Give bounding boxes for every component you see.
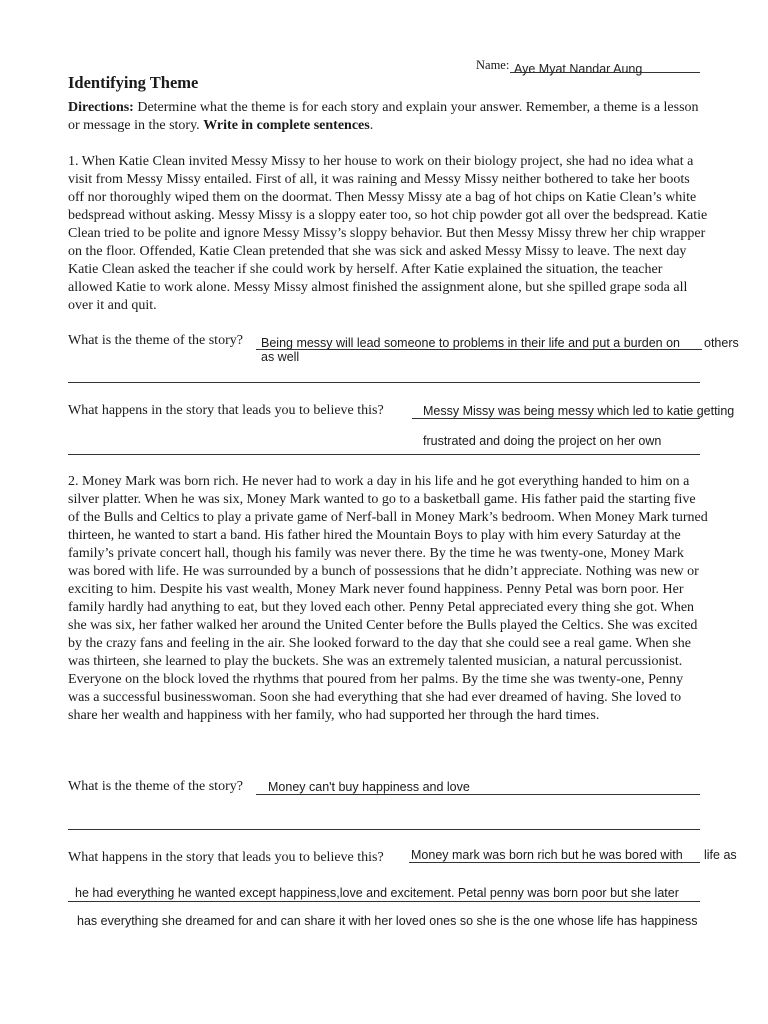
name-underline	[510, 72, 700, 73]
story-2-evidence-answer-line-3: has everything she dreamed for and can share it with her loved ones so she is the one whose life has happiness	[77, 914, 698, 928]
directions-label: Directions:	[68, 100, 134, 115]
story-1-evidence-answer-rule-2	[68, 454, 700, 455]
story-1-evidence-answer-line-1: Messy Missy was being messy which led to katie getting	[423, 404, 735, 418]
story-2-evidence-answer-rule-1	[409, 862, 700, 863]
name-value: Aye Myat Nandar Aung	[514, 62, 643, 76]
story-1-theme-answer-line-1: Being messy will lead someone to problems in their life and put a burden on	[261, 336, 680, 350]
story-1-theme-answer-tail: others	[704, 336, 739, 350]
story-2-theme-answer-rule-2	[68, 829, 700, 830]
story-2-evidence-answer-tail: life as	[704, 848, 737, 862]
story-1-evidence-answer-rule-1	[412, 418, 700, 419]
story-1-evidence-question: What happens in the story that leads you to believe this?	[68, 403, 384, 418]
directions-text: Determine what the theme is for each story and explain your answer. Remember, a theme is a lesson or message in the story.	[68, 100, 699, 133]
story-2-text: 2. Money Mark was born rich. He never had to work a day in his life and he got everything handed to him on a silver platter. When he was six, Money Mark wanted to go to a basketball game. His father paid the starting five of the Bulls and Celtics to play a private game of Nerf-ball in Money Mark’s bedroom. When Money Mark turned thirteen, he wanted to start a band. His father hired the Mountain Boys to play with him every Saturday at the family’s private concert hall, though his family was never there. By the time he was twenty-one, Money Mark was bored with life. He was surrounded by a bunch of possessions that he didn’t appreciate. Nothing was new or exciting to him. Despite his vast wealth, Money Mark never found happiness. Penny Petal was born poor. Her family hardly had anything to eat, but they loved each other. Penny Petal appreciated every thing she got. When she was six, her father walked her around the United Center before the Bulls played the Celtics. She was excited by the crazy fans and feeling in the air. She looked forward to the day that she could see a real game. When she was thirteen, she learned to play the buckets. She was an extremely talented musician, a natural percussionist. Everyone on the block loved the rhythms that poured from her palms. By the time she was twenty-one, Penny was a successful businesswoman. Soon she had everything that she had ever dreamed of having. She loved to share her wealth and happiness with her family, who had supported her through the hard times.	[68, 474, 708, 723]
page-title: Identifying Theme	[68, 73, 199, 92]
story-2-theme-answer: Money can't buy happiness and love	[268, 780, 470, 794]
directions-end: .	[369, 118, 374, 133]
story-2-evidence-answer-line-1: Money mark was born rich but he was bored with	[411, 848, 683, 862]
story-2-theme-question: What is the theme of the story?	[68, 779, 243, 794]
name-label: Name:	[476, 58, 510, 72]
story-2-theme-answer-rule-1	[256, 794, 700, 795]
story-2-evidence-answer-rule-2	[68, 901, 700, 902]
story-1-evidence-answer-line-2: frustrated and doing the project on her own	[423, 434, 662, 448]
story-2-evidence-answer-line-2: he had everything he wanted except happiness,love and excitement. Petal penny was born poor but she later	[75, 886, 679, 900]
story-1-theme-answer-rule-2	[68, 382, 700, 383]
story-1-theme-answer-rule-1	[256, 349, 702, 350]
directions	[68, 99, 708, 135]
story-2-evidence-question: What happens in the story that leads you to believe this?	[68, 850, 384, 865]
story-1-text: 1. When Katie Clean invited Messy Missy to her house to work on their biology project, she had no idea what a visit from Messy Missy entailed. First of all, it was raining and Messy Missy neither bothered to take her boots off nor thoroughly wiped them on the doormat. Then Messy Missy ate a bag of hot chips on Katie Clean’s white bedspread without asking. Messy Missy is a sloppy eater too, so hot chip powder got all over the bedspread. Katie Clean tried to be polite and ignore Messy Missy’s sloppy behavior. But then Messy Missy threw her chip wrapper on the floor. Offended, Katie Clean pretended that she was sick and asked Messy Missy to leave. The next day Katie Clean asked the teacher if she could work by herself. After Katie explained the situation, the teacher allowed Katie to work alone. Messy Missy almost finished the assignment alone, but she spilled grape soda all over it and quit.	[68, 154, 708, 313]
directions-emphasis: Write in complete sentences	[203, 118, 370, 133]
story-1-theme-answer-line-2: as well	[261, 350, 300, 364]
story-1-theme-question: What is the theme of the story?	[68, 333, 243, 348]
